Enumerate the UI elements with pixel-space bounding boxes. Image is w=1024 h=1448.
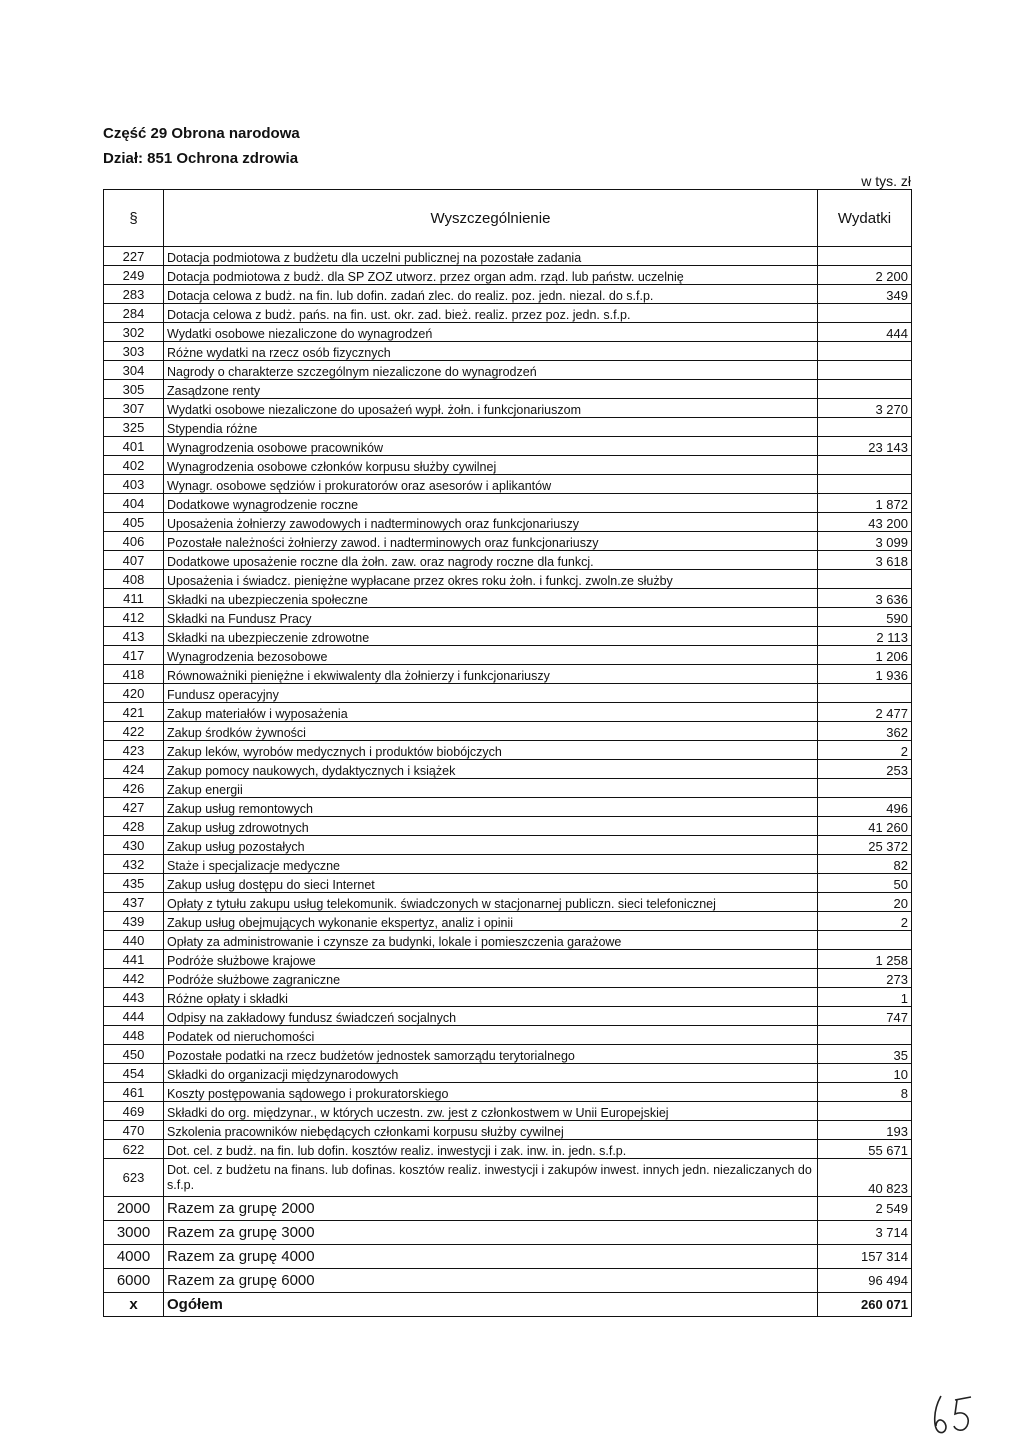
expenditure-value: 362	[818, 722, 912, 741]
paragraph-code: 422	[104, 722, 164, 741]
table-row	[104, 589, 912, 608]
description: Fundusz operacyjny	[164, 684, 818, 703]
description: Różne opłaty i składki	[164, 988, 818, 1007]
expenditure-value: 193	[818, 1121, 912, 1140]
description: Równoważniki pieniężne i ekwiwalenty dla żołnierzy i funkcjonariuszy	[164, 665, 818, 684]
table-row	[104, 798, 912, 817]
table-row	[104, 1083, 912, 1102]
description: Staże i specjalizacje medyczne	[164, 855, 818, 874]
description: Dotacja celowa z budż. na fin. lub dofin. zadań zlec. do realiz. poz. jedn. niezal. do s.f.p.	[164, 285, 818, 304]
column-header-expenditure: Wydatki	[818, 190, 912, 247]
table-row	[104, 304, 912, 323]
table-row	[104, 1064, 912, 1083]
table-row	[104, 988, 912, 1007]
description: Pozostałe podatki na rzecz budżetów jednostek samorządu terytorialnego	[164, 1045, 818, 1064]
description: Składki na ubezpieczenia społeczne	[164, 589, 818, 608]
description: Składki do org. międzynar., w których uczestn. zw. jest z członkostwem w Unii Europejskiej	[164, 1102, 818, 1121]
paragraph-code: 440	[104, 931, 164, 950]
table-row	[104, 608, 912, 627]
paragraph-code: 424	[104, 760, 164, 779]
unit-label: w tys. zł	[861, 173, 911, 189]
expenditure-value: 273	[818, 969, 912, 988]
description: Koszty postępowania sądowego i prokuratorskiego	[164, 1083, 818, 1102]
table-row	[104, 646, 912, 665]
expenditure-value	[818, 931, 912, 950]
expenditure-value: 20	[818, 893, 912, 912]
table-row	[104, 570, 912, 589]
paragraph-code: 402	[104, 456, 164, 475]
table-row	[104, 1102, 912, 1121]
expenditure-value	[818, 570, 912, 589]
paragraph-code: 6000	[104, 1269, 164, 1293]
description: Dodatkowe uposażenie roczne dla żołn. zaw. oraz nagrody roczne dla funkcj.	[164, 551, 818, 570]
division-title: Dział: 851 Ochrona zdrowia	[103, 150, 299, 167]
expenditure-value	[818, 1026, 912, 1045]
description: Razem za grupę 4000	[164, 1245, 818, 1269]
description: Opłaty z tytułu zakupu usług telekomunik. świadczonych w stacjonarnej publiczn. sieci telefonicznej	[164, 893, 818, 912]
table-row	[104, 247, 912, 266]
paragraph-code: 404	[104, 494, 164, 513]
table-row	[104, 1026, 912, 1045]
description: Nagrody o charakterze szczególnym niezaliczone do wynagrodzeń	[164, 361, 818, 380]
expenditure-value: 8	[818, 1083, 912, 1102]
paragraph-code: 427	[104, 798, 164, 817]
paragraph-code: 413	[104, 627, 164, 646]
description: Podatek od nieruchomości	[164, 1026, 818, 1045]
paragraph-code: 2000	[104, 1197, 164, 1221]
group-total-row	[104, 1245, 912, 1269]
description: Opłaty za administrowanie i czynsze za budynki, lokale i pomieszczenia garażowe	[164, 931, 818, 950]
paragraph-code: 441	[104, 950, 164, 969]
expenditure-value	[818, 304, 912, 323]
description: Zakup materiałów i wyposażenia	[164, 703, 818, 722]
expenditure-value: 25 372	[818, 836, 912, 855]
expenditure-value: 1 206	[818, 646, 912, 665]
expenditure-value: 2	[818, 741, 912, 760]
table-row	[104, 1121, 912, 1140]
description: Różne wydatki na rzecz osób fizycznych	[164, 342, 818, 361]
table-row	[104, 855, 912, 874]
expenditure-value: 349	[818, 285, 912, 304]
expenditure-value	[818, 342, 912, 361]
paragraph-code: 4000	[104, 1245, 164, 1269]
table-row	[104, 684, 912, 703]
paragraph-code: 461	[104, 1083, 164, 1102]
expenditure-value: 444	[818, 323, 912, 342]
paragraph-code: 432	[104, 855, 164, 874]
paragraph-code: 417	[104, 646, 164, 665]
paragraph-code: 227	[104, 247, 164, 266]
expenditure-value: 2	[818, 912, 912, 931]
group-total-row	[104, 1221, 912, 1245]
expenditure-value: 96 494	[818, 1269, 912, 1293]
expenditure-value: 2 113	[818, 627, 912, 646]
paragraph-code: 405	[104, 513, 164, 532]
paragraph-code: 435	[104, 874, 164, 893]
table-row	[104, 266, 912, 285]
table-row	[104, 779, 912, 798]
table-row	[104, 665, 912, 684]
table-row	[104, 1140, 912, 1159]
table-row	[104, 418, 912, 437]
description: Odpisy na zakładowy fundusz świadczeń socjalnych	[164, 1007, 818, 1026]
table-row	[104, 361, 912, 380]
paragraph-code: 412	[104, 608, 164, 627]
expenditure-value	[818, 456, 912, 475]
paragraph-code: 302	[104, 323, 164, 342]
handwritten-page-number	[925, 1388, 985, 1438]
description: Zakup pomocy naukowych, dydaktycznych i książek	[164, 760, 818, 779]
table-row	[104, 741, 912, 760]
paragraph-code: 284	[104, 304, 164, 323]
paragraph-code: 305	[104, 380, 164, 399]
paragraph-code: 430	[104, 836, 164, 855]
table-row	[104, 874, 912, 893]
table-row	[104, 342, 912, 361]
description: Razem za grupę 2000	[164, 1197, 818, 1221]
paragraph-code: 406	[104, 532, 164, 551]
group-total-row	[104, 1197, 912, 1221]
paragraph-code: 622	[104, 1140, 164, 1159]
paragraph-code: 469	[104, 1102, 164, 1121]
expenditure-value: 1 872	[818, 494, 912, 513]
paragraph-code: 249	[104, 266, 164, 285]
expenditure-value: 40 823	[818, 1159, 912, 1197]
description: Dotacja podmiotowa z budż. dla SP ZOZ utworz. przez organ adm. rząd. lub państw. uczelnię	[164, 266, 818, 285]
description: Zakup środków żywności	[164, 722, 818, 741]
description: Wynagrodzenia osobowe członków korpusu służby cywilnej	[164, 456, 818, 475]
expenditure-value: 2 549	[818, 1197, 912, 1221]
table-row	[104, 285, 912, 304]
description: Zakup usług remontowych	[164, 798, 818, 817]
description: Wynagrodzenia osobowe pracowników	[164, 437, 818, 456]
table-row	[104, 513, 912, 532]
expenditure-value: 55 671	[818, 1140, 912, 1159]
paragraph-code: 444	[104, 1007, 164, 1026]
description: Wydatki osobowe niezaliczone do uposażeń wypł. żołn. i funkcjonariuszom	[164, 399, 818, 418]
expenditure-value: 50	[818, 874, 912, 893]
expenditure-value	[818, 380, 912, 399]
description: Zakup usług obejmujących wykonanie ekspertyz, analiz i opinii	[164, 912, 818, 931]
paragraph-code: 325	[104, 418, 164, 437]
expenditure-value: 1 258	[818, 950, 912, 969]
expenditure-value: 157 314	[818, 1245, 912, 1269]
expenditure-value: 3 636	[818, 589, 912, 608]
expenditure-value: 23 143	[818, 437, 912, 456]
paragraph-code: 423	[104, 741, 164, 760]
expenditure-value	[818, 418, 912, 437]
table-row	[104, 950, 912, 969]
expenditure-value: 260 071	[818, 1293, 912, 1317]
description: Podróże służbowe zagraniczne	[164, 969, 818, 988]
expenditure-value: 35	[818, 1045, 912, 1064]
description: Dotacja celowa z budż. pańs. na fin. ust. okr. zad. bież. realiz. przez poz. jedn. s.f.p.	[164, 304, 818, 323]
description: Razem za grupę 3000	[164, 1221, 818, 1245]
part-title: Część 29 Obrona narodowa	[103, 125, 300, 142]
description: Wydatki osobowe niezaliczone do wynagrodzeń	[164, 323, 818, 342]
paragraph-code: 426	[104, 779, 164, 798]
description: Zakup usług dostępu do sieci Internet	[164, 874, 818, 893]
paragraph-code: 401	[104, 437, 164, 456]
expenditure-table	[103, 189, 912, 1317]
description: Dot. cel. z budżetu na finans. lub dofinas. kosztów realiz. inwestycji i zakupów inwest. innych jedn. niezaliczanych do s.f.p.	[164, 1159, 818, 1197]
table-row	[104, 912, 912, 931]
expenditure-value: 496	[818, 798, 912, 817]
description: Ogółem	[164, 1293, 818, 1317]
table-row	[104, 836, 912, 855]
paragraph-code: 442	[104, 969, 164, 988]
table-row	[104, 722, 912, 741]
description: Zakup energii	[164, 779, 818, 798]
table-row	[104, 323, 912, 342]
expenditure-value: 2 200	[818, 266, 912, 285]
table-row	[104, 551, 912, 570]
expenditure-value: 3 618	[818, 551, 912, 570]
expenditure-value: 3 099	[818, 532, 912, 551]
paragraph-code: 470	[104, 1121, 164, 1140]
expenditure-value	[818, 475, 912, 494]
paragraph-code: 420	[104, 684, 164, 703]
paragraph-code: 303	[104, 342, 164, 361]
expenditure-value: 3 270	[818, 399, 912, 418]
table-row	[104, 817, 912, 836]
description: Zakup leków, wyrobów medycznych i produktów biobójczych	[164, 741, 818, 760]
description: Razem za grupę 6000	[164, 1269, 818, 1293]
table-row	[104, 456, 912, 475]
description: Uposażenia żołnierzy zawodowych i nadterminowych oraz funkcjonariuszy	[164, 513, 818, 532]
paragraph-code: 408	[104, 570, 164, 589]
table-row	[104, 437, 912, 456]
expenditure-value: 747	[818, 1007, 912, 1026]
paragraph-code: 418	[104, 665, 164, 684]
expenditure-value	[818, 1102, 912, 1121]
expenditure-value: 41 260	[818, 817, 912, 836]
expenditure-value: 43 200	[818, 513, 912, 532]
expenditure-value: 3 714	[818, 1221, 912, 1245]
paragraph-code: 439	[104, 912, 164, 931]
description: Dotacja podmiotowa z budżetu dla uczelni publicznej na pozostałe zadania	[164, 247, 818, 266]
column-header-description: Wyszczególnienie	[164, 190, 818, 247]
description: Składki do organizacji międzynarodowych	[164, 1064, 818, 1083]
paragraph-code: 403	[104, 475, 164, 494]
description: Zasądzone renty	[164, 380, 818, 399]
expenditure-value: 1 936	[818, 665, 912, 684]
table-row	[104, 1007, 912, 1026]
expenditure-value: 2 477	[818, 703, 912, 722]
description: Szkolenia pracowników niebędących członkami korpusu służby cywilnej	[164, 1121, 818, 1140]
expenditure-value: 10	[818, 1064, 912, 1083]
paragraph-code: 304	[104, 361, 164, 380]
description: Zakup usług zdrowotnych	[164, 817, 818, 836]
description: Dodatkowe wynagrodzenie roczne	[164, 494, 818, 513]
paragraph-code: 443	[104, 988, 164, 1007]
description: Wynagr. osobowe sędziów i prokuratorów oraz asesorów i aplikantów	[164, 475, 818, 494]
expenditure-value: 1	[818, 988, 912, 1007]
table-row	[104, 380, 912, 399]
description: Składki na ubezpieczenie zdrowotne	[164, 627, 818, 646]
paragraph-code: 428	[104, 817, 164, 836]
expenditure-value: 590	[818, 608, 912, 627]
expenditure-value	[818, 247, 912, 266]
paragraph-code: 623	[104, 1159, 164, 1197]
description: Zakup usług pozostałych	[164, 836, 818, 855]
description: Dot. cel. z budż. na fin. lub dofin. kosztów realiz. inwestycji i zak. inw. in. jedn. s.f.p.	[164, 1140, 818, 1159]
table-row	[104, 1159, 912, 1197]
expenditure-value: 253	[818, 760, 912, 779]
description: Stypendia różne	[164, 418, 818, 437]
description: Wynagrodzenia bezosobowe	[164, 646, 818, 665]
expenditure-value	[818, 361, 912, 380]
paragraph-code: x	[104, 1293, 164, 1317]
table-row	[104, 399, 912, 418]
table-row	[104, 627, 912, 646]
paragraph-code: 437	[104, 893, 164, 912]
group-total-row	[104, 1269, 912, 1293]
table-row	[104, 893, 912, 912]
expenditure-value: 82	[818, 855, 912, 874]
table-row	[104, 475, 912, 494]
description: Pozostałe należności żołnierzy zawod. i nadterminowych oraz funkcjonariuszy	[164, 532, 818, 551]
table-row	[104, 532, 912, 551]
grand-total-row	[104, 1293, 912, 1317]
table-row	[104, 703, 912, 722]
paragraph-code: 454	[104, 1064, 164, 1083]
column-header-paragraph: §	[104, 190, 164, 247]
table-row	[104, 969, 912, 988]
paragraph-code: 283	[104, 285, 164, 304]
description: Podróże służbowe krajowe	[164, 950, 818, 969]
paragraph-code: 450	[104, 1045, 164, 1064]
expenditure-value	[818, 779, 912, 798]
paragraph-code: 421	[104, 703, 164, 722]
table-row	[104, 931, 912, 950]
paragraph-code: 3000	[104, 1221, 164, 1245]
table-row	[104, 760, 912, 779]
table-row	[104, 1045, 912, 1064]
paragraph-code: 407	[104, 551, 164, 570]
description: Uposażenia i świadcz. pieniężne wypłacane przez okres roku żołn. i funkcj. zwoln.ze służby	[164, 570, 818, 589]
paragraph-code: 411	[104, 589, 164, 608]
description: Składki na Fundusz Pracy	[164, 608, 818, 627]
paragraph-code: 448	[104, 1026, 164, 1045]
table-row	[104, 494, 912, 513]
expenditure-value	[818, 684, 912, 703]
paragraph-code: 307	[104, 399, 164, 418]
